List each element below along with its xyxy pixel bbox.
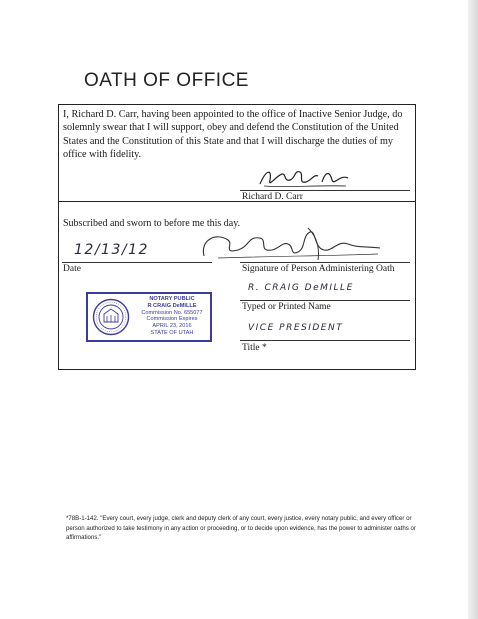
date-label: Date xyxy=(63,264,81,274)
affiant-signature-line xyxy=(240,190,410,191)
page-edge xyxy=(468,0,478,619)
stamp-line-4: Commission Expires xyxy=(146,316,198,323)
administrator-signature xyxy=(198,226,384,264)
administrator-label: Signature of Person Administering Oath xyxy=(242,264,395,274)
oath-text: I, Richard D. Carr, having been appointed to the office of Inactive Senior Judge, do solemnly swear that I will support, obey and defend the Constitution of the United States and the Constitution of this State and that I will discharge the duties of my office with fidelity. xyxy=(63,109,403,161)
administrator-signature-line xyxy=(240,262,410,263)
stamp-line-2: R CRAIG DeMILLE xyxy=(147,302,197,309)
subscribed-text: Subscribed and sworn to before me this day. xyxy=(63,218,241,229)
stamp-line-3: Commission No. 655077 xyxy=(141,309,203,316)
date-handwritten: 12/13/12 xyxy=(74,242,149,258)
stamp-line-6: STATE OF UTAH xyxy=(150,329,194,336)
printed-name-handwritten: R. CRAIG DeMILLE xyxy=(248,283,354,293)
title-handwritten: VICE PRESIDENT xyxy=(248,323,344,333)
title-line xyxy=(240,340,410,341)
affiant-signature xyxy=(256,166,352,190)
document-title: OATH OF OFFICE xyxy=(84,70,249,91)
notary-stamp xyxy=(86,292,212,342)
printed-name-line xyxy=(240,300,410,301)
stamp-line-5: APRIL 23, 2016 xyxy=(152,323,192,330)
title-label: Title * xyxy=(242,343,267,353)
printed-name-label: Typed or Printed Name xyxy=(242,302,331,312)
affiant-name: Richard D. Carr xyxy=(242,192,303,202)
footnote: *78B-1-142. "Every court, every judge, clerk and deputy clerk of any court, every justice, every notary public, and every officer or person authorized to take testimony in any action or proceeding, or to decide upon evidence, has the power to administer oaths or affirmations." xyxy=(66,515,416,542)
stamp-line-1: NOTARY PUBLIC xyxy=(149,296,195,302)
date-line xyxy=(62,262,212,263)
frame-divider xyxy=(58,201,416,202)
notary-seal-icon xyxy=(92,298,130,336)
